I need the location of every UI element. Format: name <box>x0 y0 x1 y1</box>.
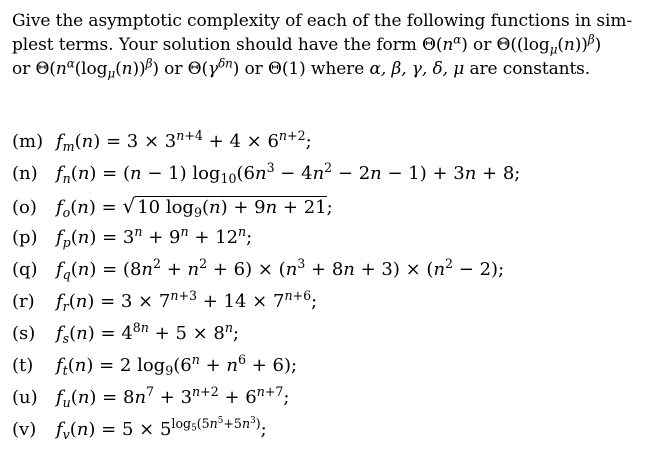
problem-label: (p) <box>12 227 38 248</box>
function-name: $f_u(n)$ <box>56 387 97 410</box>
function-name: $f_p(n)$ <box>56 227 97 250</box>
problem-t: (t) $f_t(n) = 2$ $\log_9(6^n + n^6 + 6)$; <box>12 350 652 382</box>
problem-o: (o) $f_o(n)$ = √ 10 $\log_9(n) + 9n + 21$; <box>12 190 652 222</box>
problem-label: (o) <box>12 197 37 218</box>
problem-q: (q) $f_q(n) = (8n^2 + n^2 + 6) \times (n^3 + 8n + 3) \times (n^2 - 2)$; <box>12 254 652 286</box>
problem-label: (u) <box>12 387 38 408</box>
problem-m: (m) $f_m(n) = 3 \times 3^{n+4} + 4 \times 6^{n+2}$; <box>12 126 652 158</box>
problem-label: (n) <box>12 163 38 184</box>
function-name: $f_t(n)$ <box>56 355 94 378</box>
function-name: $f_m(n)$ <box>56 131 101 154</box>
function-name: $f_r(n)$ <box>56 291 95 314</box>
problem-v: (v) $f_v(n) = 5 \times 5^{log_5(5n^5+5n^3)}$; <box>12 414 652 446</box>
instructions-line-3: or $\Theta(n^\alpha(\log_\mu(n))^\beta)$ or $\Theta(\gamma^{\delta n})$ or Θ(1) where α, β, γ, δ, μ are constants. <box>12 56 591 81</box>
problem-label: (v) <box>12 419 37 440</box>
problem-r: (r) $f_r(n) = 3 \times 7^{n+3} + 14 \times 7^{n+6}$; <box>12 286 652 318</box>
function-name: $f_v(n)$ <box>56 419 96 442</box>
problem-n: (n) $f_n(n) = (n - 1) \log_{10}(6n^3 - 4n^2 - 2n - 1) + 3n + 8$; <box>12 158 652 190</box>
function-name: $f_o(n)$ <box>56 197 96 220</box>
square-root: √ 10 $\log_9(n) + 9n + 21$ <box>122 194 327 220</box>
instructions-line-1: Give the asymptotic complexity of each of the following functions in sim- <box>12 11 633 31</box>
problem-label: (s) <box>12 323 36 344</box>
instructions-line-2: plest terms. Your solution should have the form $\Theta(n^\alpha)$ or $\Theta((\log_\mu(n))^\beta)$ <box>12 32 602 57</box>
problem-label: (q) <box>12 259 38 280</box>
problem-p: (p) $f_p(n) = 3^n + 9^n + 12^n$; <box>12 222 652 254</box>
problem-label: (t) <box>12 355 34 376</box>
function-name: $f_s(n)$ <box>56 323 95 346</box>
function-list <box>12 126 652 446</box>
problem-instructions <box>12 9 652 81</box>
problem-u: (u) $f_u(n) = 8n^7 + 3^{n+2} + 6^{n+7}$; <box>12 382 652 414</box>
problem-label: (r) <box>12 291 35 312</box>
function-name: $f_n(n)$ <box>56 163 97 186</box>
problem-s: (s) $f_s(n) = 4^{8n} + 5 \times 8^n$; <box>12 318 652 350</box>
function-name: $f_q(n)$ <box>56 259 97 282</box>
problem-label: (m) <box>12 131 44 152</box>
